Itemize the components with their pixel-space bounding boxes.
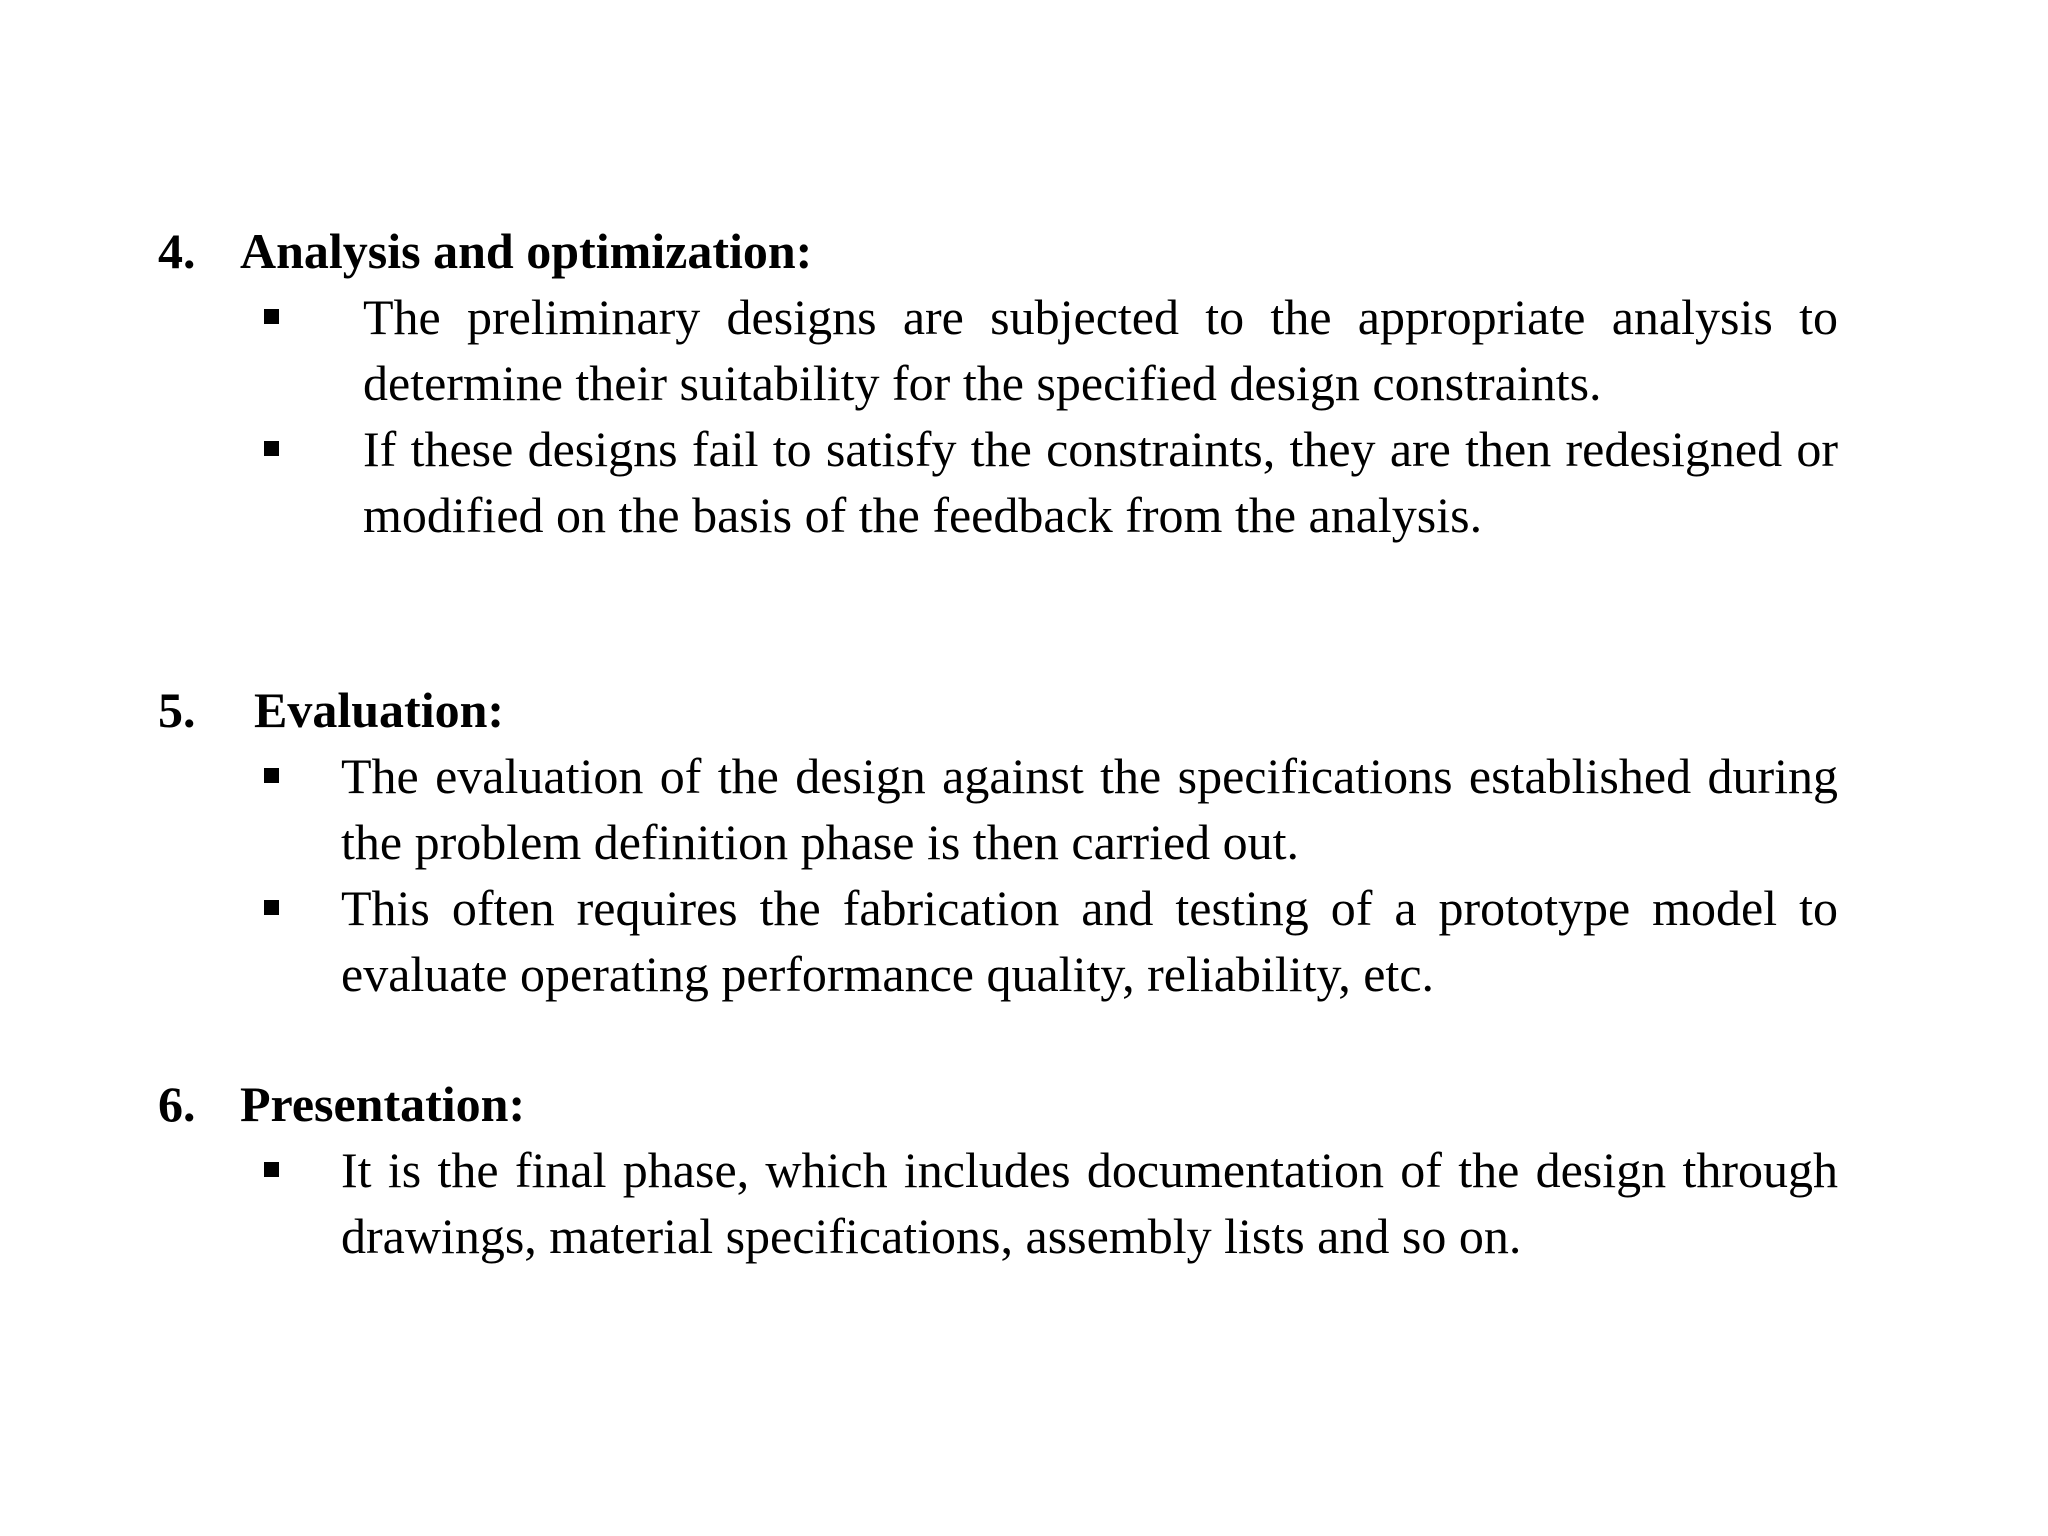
section-heading xyxy=(158,677,1838,743)
section-title: Analysis and optimization: xyxy=(240,223,813,279)
section-title: Presentation: xyxy=(240,1076,526,1132)
square-bullet-icon xyxy=(264,309,279,324)
section-number: 4. xyxy=(158,223,196,279)
section-analysis-optimization xyxy=(158,218,1838,548)
bullet-text: This often requires the fabrication and testing of a prototype model to evaluate operating performance quality, reliability, etc. xyxy=(341,880,1838,1002)
square-bullet-icon xyxy=(264,768,279,783)
list-item xyxy=(158,875,1838,1007)
section-presentation xyxy=(158,1071,1838,1269)
list-item xyxy=(158,284,1838,416)
list-item xyxy=(158,1137,1838,1269)
bullet-text: It is the final phase, which includes documentation of the design through drawings, material specifications, assembly lists and so on. xyxy=(341,1142,1838,1264)
section-heading xyxy=(158,218,1838,284)
section-number: 6. xyxy=(158,1076,196,1132)
bullet-text: If these designs fail to satisfy the constraints, they are then redesigned or modified on the basis of the feedback from the analysis. xyxy=(363,421,1838,543)
list-item xyxy=(158,743,1838,875)
section-evaluation xyxy=(158,677,1838,1007)
bullet-text: The evaluation of the design against the specifications established during the problem definition phase is then carried out. xyxy=(341,748,1838,870)
bullet-text: The preliminary designs are subjected to the appropriate analysis to determine their suitability for the specified design constraints. xyxy=(363,289,1838,411)
section-number: 5. xyxy=(158,682,196,738)
list-item xyxy=(158,416,1838,548)
section-heading xyxy=(158,1071,1838,1137)
square-bullet-icon xyxy=(264,441,279,456)
square-bullet-icon xyxy=(264,1162,279,1177)
section-title: Evaluation: xyxy=(254,682,505,738)
square-bullet-icon xyxy=(264,900,279,915)
